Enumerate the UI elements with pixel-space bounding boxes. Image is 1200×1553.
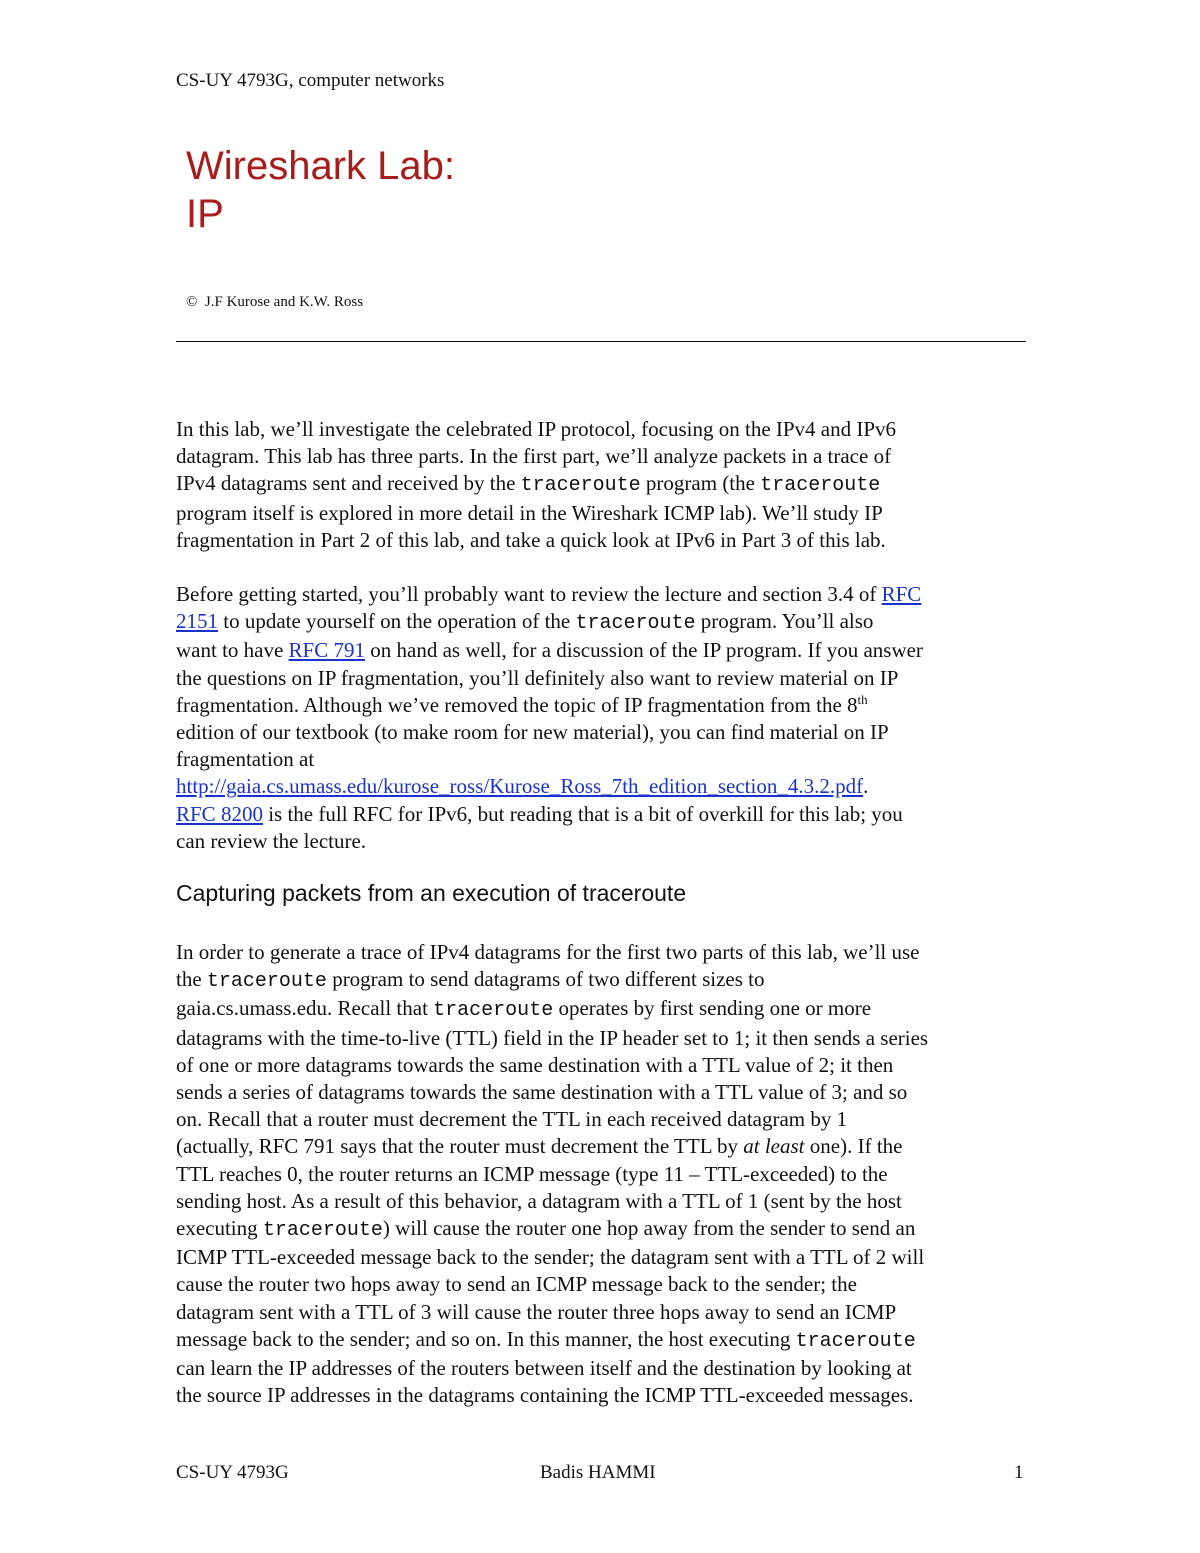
- title-line-2: IP: [186, 192, 224, 236]
- textbook-section-link[interactable]: http://gaia.cs.umass.edu/kurose_ross/Kurose_Ross_7th_edition_section_4.3.2.pdf: [176, 774, 864, 799]
- text-line: ICMP TTL-exceeded message back to the sender; the datagram sent with a TTL of 2 will: [176, 1245, 925, 1270]
- code-traceroute: traceroute: [760, 474, 881, 498]
- text-line: In this lab, we’ll investigate the celebrated IP protocol, focusing on the IPv4 and IPv6: [176, 417, 897, 441]
- text-line: message back to the sender; and so on. In this manner, the host executing traceroute: [176, 1326, 916, 1353]
- footer-course: CS-UY 4793G: [176, 1462, 289, 1483]
- text-line: 2151 to update yourself on the operation of the traceroute program. You’ll also: [176, 609, 874, 636]
- text-line: of one or more datagrams towards the same destination with a TTL value of 2; it then: [176, 1052, 894, 1077]
- title-line-1: Wireshark Lab:: [186, 144, 455, 188]
- text-line: cause the router two hops away to send an ICMP message back to the sender; the: [176, 1272, 857, 1297]
- text-line: sending host. As a result of this behavior, a datagram with a TTL of 1 (sent by the host: [176, 1188, 902, 1213]
- before-paragraph: [176, 581, 1036, 855]
- capture-paragraph: [176, 939, 1036, 1409]
- code-traceroute: traceroute: [520, 474, 641, 498]
- emphasis: at least: [743, 1134, 805, 1159]
- text-line: sends a series of datagrams towards the same destination with a TTL value of 3; and so: [176, 1080, 908, 1105]
- code-traceroute: traceroute: [433, 999, 554, 1023]
- intro-paragraph: [176, 416, 1036, 554]
- text-line: datagrams with the time-to-live (TTL) field in the IP header set to 1; it then sends a series: [176, 1025, 929, 1050]
- text-line: program itself is explored in more detail in the Wireshark ICMP lab). We’ll study IP: [176, 500, 883, 525]
- copyright-notice: [186, 294, 363, 311]
- text-line: IPv4 datagrams sent and received by the traceroute program (the traceroute: [176, 471, 881, 498]
- rfc-2151-link-cont[interactable]: 2151: [176, 609, 218, 634]
- text-line: RFC 8200 is the full RFC for IPv6, but reading that is a bit of overkill for this lab; you: [176, 801, 903, 826]
- rfc-8200-link[interactable]: RFC 8200: [176, 801, 263, 826]
- text-line: gaia.cs.umass.edu. Recall that traceroute operates by first sending one or more: [176, 996, 872, 1023]
- text-line: on. Recall that a router must decrement the TTL in each received datagram by 1: [176, 1107, 848, 1132]
- text-line: executing traceroute) will cause the router one hop away from the sender to send an: [176, 1216, 916, 1243]
- text-line: TTL reaches 0, the router returns an ICMP message (type 11 – TTL-exceeded) to the: [176, 1161, 888, 1186]
- code-traceroute: traceroute: [795, 1329, 916, 1353]
- text-line: the source IP addresses in the datagrams containing the ICMP TTL-exceeded messages.: [176, 1383, 914, 1408]
- section-heading: Capturing packets from an execution of traceroute: [176, 880, 687, 906]
- text-line: In order to generate a trace of IPv4 datagrams for the first two parts of this lab, we’ll use: [176, 940, 920, 964]
- text-line: fragmentation at: [176, 747, 315, 772]
- superscript: th: [857, 691, 868, 707]
- text-line: can review the lecture.: [176, 828, 367, 853]
- copyright-icon: ©: [186, 294, 198, 310]
- text-line: (actually, RFC 791 says that the router must decrement the TTL by at least one). If the: [176, 1134, 903, 1159]
- text-line: datagram. This lab has three parts. In the first part, we’ll analyze packets in a trace of: [176, 444, 892, 469]
- footer-author: Badis HAMMI: [540, 1462, 656, 1483]
- text-line: edition of our textbook (to make room for new material), you can find material on IP: [176, 720, 889, 745]
- course-header: CS-UY 4793G, computer networks: [176, 70, 445, 91]
- header-divider: [176, 341, 1026, 342]
- text-line: http://gaia.cs.umass.edu/kurose_ross/Kurose_Ross_7th_edition_section_4.3.2.pdf.: [176, 774, 869, 799]
- text-line: fragmentation. Although we’ve removed the topic of IP fragmentation from the 8th: [176, 691, 868, 717]
- code-traceroute: traceroute: [206, 970, 327, 994]
- text-line: Before getting started, you’ll probably want to review the lecture and section 3.4 of RFC: [176, 582, 922, 606]
- text-line: want to have RFC 791 on hand as well, for a discussion of the IP program. If you answer: [176, 638, 923, 663]
- text-line: fragmentation in Part 2 of this lab, and take a quick look at IPv6 in Part 3 of this lab.: [176, 527, 886, 552]
- text-line: the questions on IP fragmentation, you’ll definitely also want to review material on IP: [176, 665, 899, 690]
- rfc-791-link[interactable]: RFC 791: [288, 638, 365, 663]
- code-traceroute: traceroute: [575, 612, 696, 636]
- copyright-text: J.F Kurose and K.W. Ross: [204, 294, 364, 310]
- page-number: 1: [1014, 1462, 1024, 1483]
- page-title: [186, 142, 455, 238]
- code-traceroute: traceroute: [262, 1219, 383, 1243]
- text-line: can learn the IP addresses of the routers between itself and the destination by looking at: [176, 1356, 912, 1381]
- rfc-2151-link[interactable]: RFC: [881, 582, 922, 606]
- text-line: datagram sent with a TTL of 3 will cause the router three hops away to send an ICMP: [176, 1299, 897, 1324]
- text-line: the traceroute program to send datagrams of two different sizes to: [176, 967, 765, 994]
